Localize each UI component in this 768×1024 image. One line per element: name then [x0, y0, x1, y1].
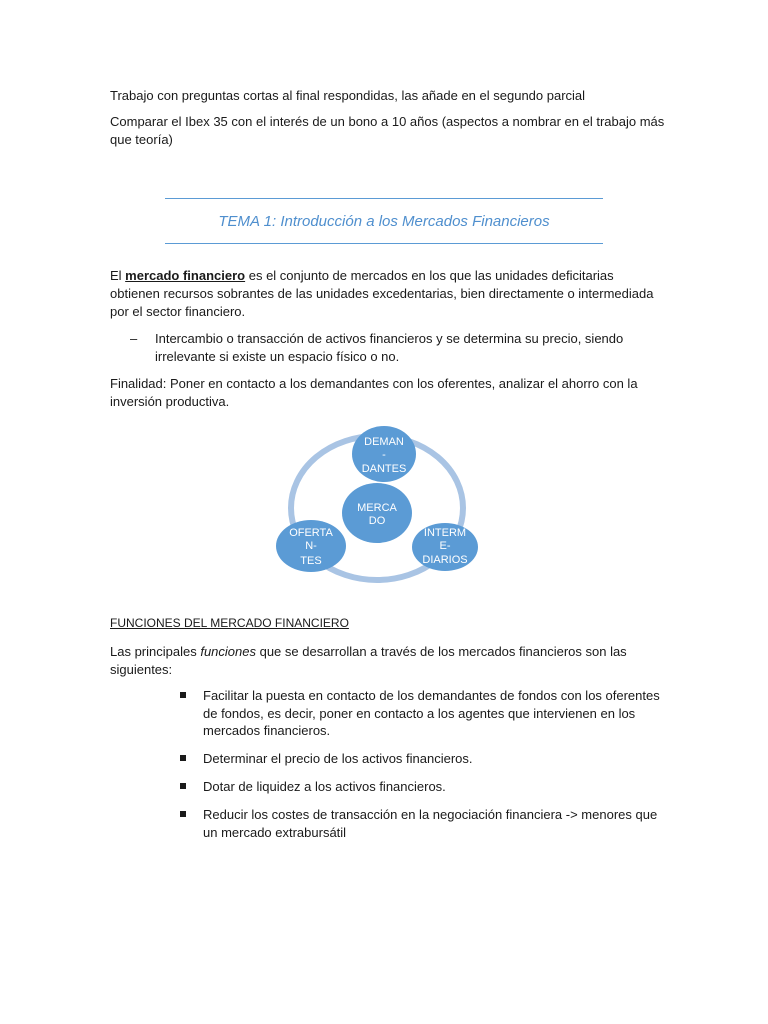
- function-item-1: Facilitar la puesta en contacto de los demandantes de fondos con los oferentes de fondos, es decir, poner en contacto a los agentes que intervienen en los mercados financieros.: [203, 688, 660, 738]
- functions-intro-emphasis: funciones: [200, 644, 256, 659]
- node-left-label-1: OFERTA: [289, 527, 333, 539]
- title-rule-top: [165, 198, 603, 199]
- functions-intro-rest: que se desarrollan a través de los mercados financieros son las siguientes:: [110, 644, 627, 677]
- node-center-label-1: MERCA: [357, 502, 397, 514]
- node-top-label-1: DEMAN: [364, 436, 404, 448]
- functions-intro: [110, 643, 665, 679]
- node-left-label-2: N-: [305, 540, 317, 552]
- title-rule-bottom: [165, 243, 603, 244]
- node-left-label-3: TES: [300, 555, 322, 567]
- function-item-4: Reducir los costes de transacción en la negociación financiera -> menores que un mercado extrabursátil: [203, 807, 658, 840]
- node-right-label-1: INTERM: [423, 527, 467, 539]
- definition-rest: es el conjunto de mercados en los que las unidades deficitarias obtienen recursos sobrantes de las unidades excedentarias, bien directamente o intermediada por el sector financiero.: [110, 268, 654, 319]
- section-title: TEMA 1: Introducción a los Mercados Financieros: [218, 213, 550, 230]
- function-item-3: Dotar de liquidez a los activos financieros.: [203, 779, 446, 794]
- node-center-label-2: DO: [368, 515, 386, 527]
- functions-intro-prefix: Las principales: [110, 644, 201, 659]
- intro-line-1: Trabajo con preguntas cortas al final respondidas, las añade en el segundo parcial: [110, 88, 586, 103]
- intro-line-2: Comparar el Ibex 35 con el interés de un bono a 10 años (aspectos a nombrar en el trabajo más que teoría): [110, 114, 665, 147]
- node-right-label-3: DIARIOS: [422, 554, 468, 566]
- definition-term: mercado financiero: [125, 268, 246, 283]
- bullet-marker: [180, 811, 186, 817]
- function-item-2: Determinar el precio de los activos financieros.: [203, 751, 473, 766]
- market-cycle-diagram: [260, 420, 500, 600]
- functions-heading: FUNCIONES DEL MERCADO FINANCIERO: [110, 616, 349, 630]
- bullet-marker: [180, 783, 186, 789]
- definition-paragraph: [110, 267, 665, 321]
- dash-item-text: Intercambio o transacción de activos financieros y se determina su precio, siendo irrelevante si existe un espacio físico o no.: [155, 331, 624, 364]
- bullet-marker: [180, 755, 186, 761]
- bullet-marker: [180, 692, 186, 698]
- dash-marker: –: [130, 331, 138, 346]
- node-top-label-2: -: [382, 449, 386, 461]
- definition-prefix: El: [110, 268, 126, 283]
- node-top-label-3: DANTES: [361, 463, 407, 475]
- node-right-label-2: E-: [439, 540, 451, 552]
- finalidad-paragraph: Finalidad: Poner en contacto a los demandantes con los oferentes, analizar el ahorro con la inversión productiva.: [110, 376, 638, 409]
